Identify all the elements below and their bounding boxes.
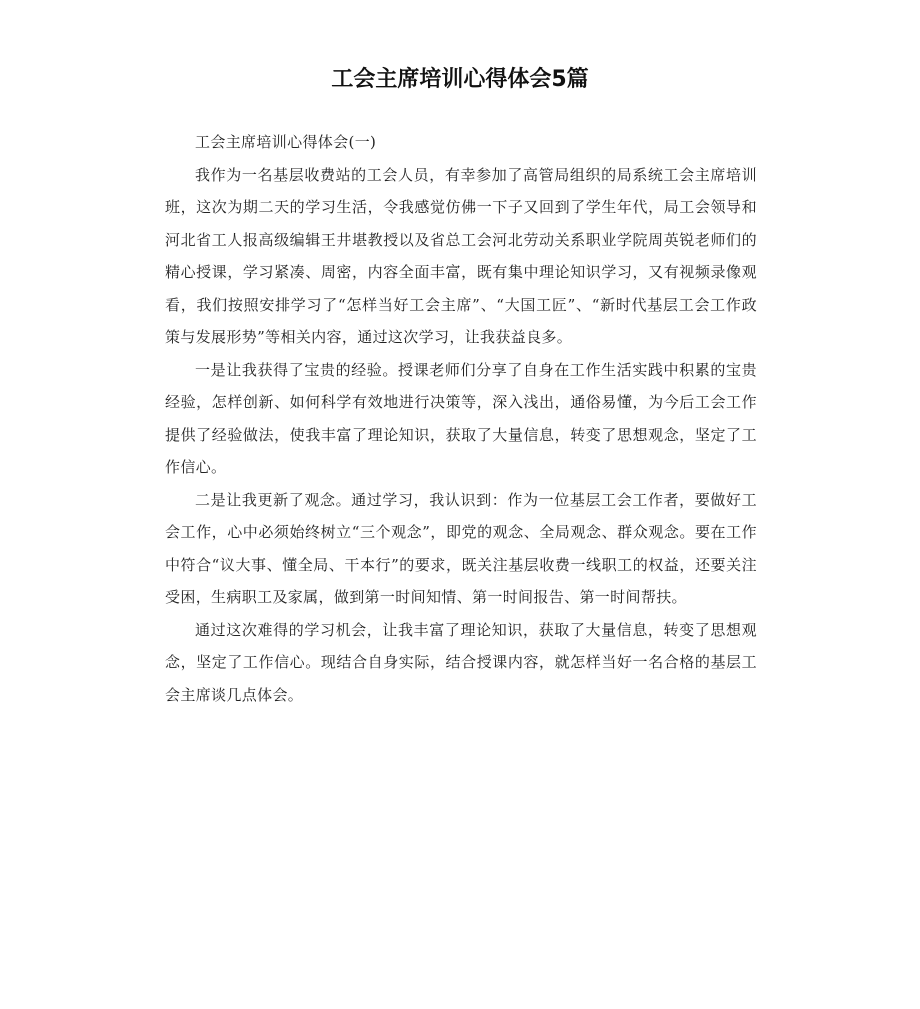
document-body xyxy=(165,126,757,711)
paragraph-1: 我作为一名基层收费站的工会人员，有幸参加了高管局组织的局系统工会主席培训班，这次为期二天的学习生活，令我感觉仿佛一下子又回到了学生年代，局工会领导和河北省工人报高级编辑王井堪教授以及省总工会河北劳动关系职业学院周英锐老师们的精心授课，学习紧凑、周密，内容全面丰富，既有集中理论知识学习，又有视频录像观看，我们按照安排学习了“怎样当好工会主席”、“大国工匠”、“新时代基层工会工作政策与发展形势”等相关内容，通过这次学习，让我获益良多。 xyxy=(165,165,757,346)
paragraph-2: 一是让我获得了宝贵的经验。授课老师们分享了自身在工作生活实践中积累的宝贵经验，怎样创新、如何科学有效地进行决策等，深入浅出，通俗易懂，为今后工会工作提供了经验做法，使我丰富了理论知识，获取了大量信息，转变了思想观念，坚定了工作信心。 xyxy=(165,360,757,476)
section-heading: 工会主席培训心得体会(一) xyxy=(195,133,377,151)
document-title: 工会主席培训心得体会5篇 xyxy=(331,67,589,92)
paragraph-4: 通过这次难得的学习机会，让我丰富了理论知识，获取了大量信息，转变了思想观念，坚定了工作信心。现结合自身实际，结合授课内容，就怎样当好一名合格的基层工会主席谈几点体会。 xyxy=(165,620,757,704)
paragraph-3: 二是让我更新了观念。通过学习，我认识到：作为一位基层工会工作者，要做好工会工作，心中必须始终树立“三个观念”，即党的观念、全局观念、群众观念。要在工作中符合“议大事、懂全局、干本行”的要求，既关注基层收费一线职工的权益，还要关注受困，生病职工及家属，做到第一时间知情、第一时间报告、第一时间帮扶。 xyxy=(165,490,757,606)
